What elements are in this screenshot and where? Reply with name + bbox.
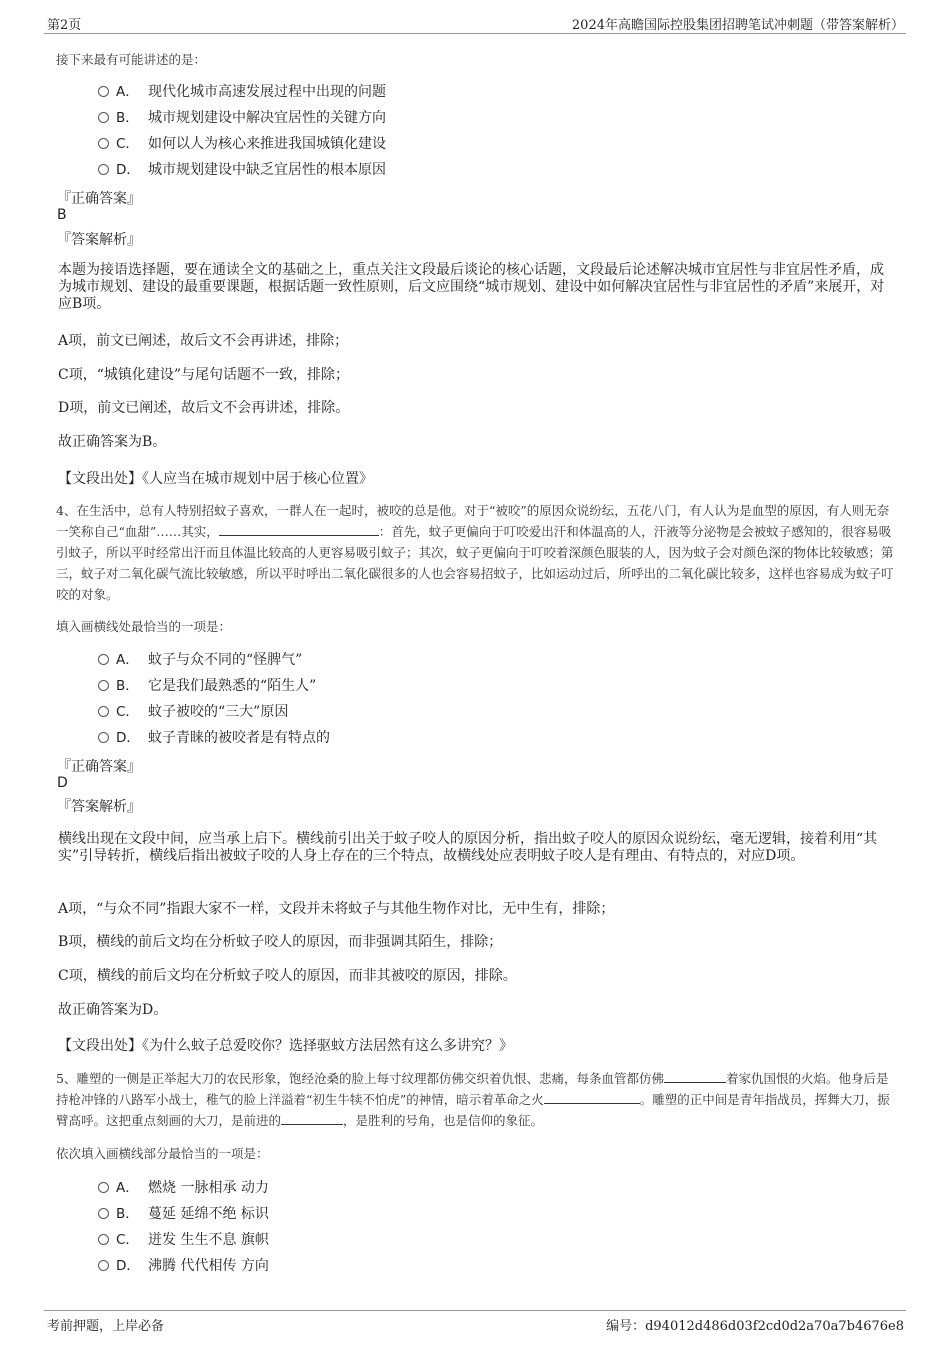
q4-source: 【文段出处】《为什么蚊子总爱咬你？选择驱蚊方法居然有这么多讲究？》 bbox=[58, 1038, 513, 1054]
q3-analysis-para: 故正确答案为B。 bbox=[58, 434, 167, 450]
q5-option-a[interactable] bbox=[98, 1178, 269, 1198]
q5-stem-part: ，是胜利的号角，也是信仰的象征。 bbox=[343, 1113, 544, 1128]
q5-stem bbox=[56, 1068, 894, 1131]
option-letter: C． bbox=[116, 1232, 139, 1248]
q3-prompt: 接下来最有可能讲述的是： bbox=[56, 52, 207, 67]
option-text: 蔓延 延绵不绝 标识 bbox=[148, 1206, 269, 1222]
option-text: 蚊子与众不同的“怪脾气” bbox=[148, 652, 303, 668]
option-letter: A． bbox=[116, 84, 139, 100]
radio-icon[interactable] bbox=[98, 706, 109, 717]
option-text: 蚊子被咬的“三大”原因 bbox=[148, 704, 289, 720]
q3-option-b[interactable] bbox=[98, 108, 386, 128]
page-number: 第2页 bbox=[47, 18, 82, 33]
q5-prompt: 依次填入画横线部分最恰当的一项是： bbox=[56, 1146, 269, 1161]
radio-icon[interactable] bbox=[98, 112, 109, 123]
q3-analysis-para: A项，前文已阐述，故后文不会再讲述，排除； bbox=[58, 333, 349, 349]
q5-stem-part: 。雕塑的正中间是青年指战员，挥舞大刀，振臂高呼。这把重点刻画的大刀，是前进的 bbox=[56, 1092, 890, 1128]
q3-analysis-para: D项，前文已阐述，故后文不会再讲述，排除。 bbox=[58, 400, 350, 416]
fill-blank[interactable] bbox=[219, 523, 379, 536]
q4-option-d[interactable] bbox=[98, 728, 330, 748]
q4-stem-part: 4、在生活中，总有人特别招蚊子喜欢，一群人在一起时，被咬的总是他。对于“被咬”的原因众说纷纭，五花八门，有人认为是血型的原因，有人则无奈一笑称自己“血甜”……其实， bbox=[56, 503, 890, 539]
q5-option-c[interactable] bbox=[98, 1230, 269, 1250]
radio-icon[interactable] bbox=[98, 1234, 109, 1245]
q5-option-b[interactable] bbox=[98, 1204, 269, 1224]
radio-icon[interactable] bbox=[98, 1260, 109, 1271]
q4-prompt: 填入画横线处最恰当的一项是： bbox=[56, 619, 232, 634]
option-text: 燃烧 一脉相承 动力 bbox=[148, 1180, 269, 1196]
radio-icon[interactable] bbox=[98, 654, 109, 665]
fill-blank[interactable] bbox=[544, 1091, 640, 1104]
option-text: 城市规划建设中解决宜居性的关键方向 bbox=[148, 110, 386, 126]
radio-icon[interactable] bbox=[98, 680, 109, 691]
document-code: 编号：d94012d486d03f2cd0d2a70a7b4676e8 bbox=[606, 1319, 904, 1334]
q5-stem-part: 5、雕塑的一侧是正举起大刀的农民形象，饱经沧桑的脸上每寸纹理都仿佛交织着仇恨、悲痛，每条血管都仿佛 bbox=[56, 1071, 664, 1086]
header-divider bbox=[44, 33, 906, 34]
q4-answer-label: 『正确答案』 bbox=[57, 759, 141, 775]
q3-analysis-label: 『答案解析』 bbox=[57, 232, 141, 248]
q5-option-d[interactable] bbox=[98, 1256, 269, 1276]
q4-analysis-para: 横线出现在文段中间，应当承上启下。横线前引出关于蚊子咬人的原因分析，指出蚊子咬人的原因众说纷纭，毫无逻辑，接着利用“其实”引导转折，横线后指出被蚊子咬的人身上存在的三个特点，故横线处应表明蚊子咬人是有理由、有特点的，对应D项。 bbox=[58, 831, 878, 864]
radio-icon[interactable] bbox=[98, 1182, 109, 1193]
q4-option-a[interactable] bbox=[98, 650, 302, 670]
q3-analysis-para: 本题为接语选择题，要在通读全文的基础之上，重点关注文段最后谈论的核心话题，文段最后论述解决城市宜居性与非宜居性矛盾，成为城市规划、建设的最重要课题，根据话题一致性原则，后文应围绕“城市规划、建设中如何解决宜居性与非宜居性的矛盾”来展开，对应B项。 bbox=[58, 262, 885, 312]
option-text: 蚊子青睐的被咬者是有特点的 bbox=[148, 730, 330, 746]
option-text: 沸腾 代代相传 方向 bbox=[148, 1258, 269, 1274]
q3-option-c[interactable] bbox=[98, 134, 386, 154]
option-text: 城市规划建设中缺乏宜居性的根本原因 bbox=[148, 162, 386, 178]
option-letter: D． bbox=[116, 730, 140, 746]
radio-icon[interactable] bbox=[98, 1208, 109, 1219]
q4-answer: D bbox=[57, 775, 68, 791]
radio-icon[interactable] bbox=[98, 86, 109, 97]
option-text: 现代化城市高速发展过程中出现的问题 bbox=[148, 84, 386, 100]
fill-blank[interactable] bbox=[281, 1112, 343, 1125]
q4-analysis-para: 故正确答案为D。 bbox=[58, 1002, 168, 1018]
option-text: 它是我们最熟悉的“陌生人” bbox=[148, 678, 317, 694]
q3-answer: B bbox=[57, 207, 67, 223]
q3-option-d[interactable] bbox=[98, 160, 386, 180]
option-text: 如何以人为核心来推进我国城镇化建设 bbox=[148, 136, 386, 152]
q4-analysis-label: 『答案解析』 bbox=[57, 799, 141, 815]
q3-answer-label: 『正确答案』 bbox=[57, 191, 141, 207]
q4-option-b[interactable] bbox=[98, 676, 316, 696]
option-letter: A． bbox=[116, 652, 139, 668]
q5-stem-part: 着家仇国恨的火焰。他身后是持枪冲锋的八路军小战士，稚气的脸上洋溢着“初生牛犊不怕虎”的神情，暗示着革命之火 bbox=[56, 1071, 889, 1107]
option-letter: B． bbox=[116, 678, 139, 694]
document-title: 2024年高瞻国际控股集团招聘笔试冲刺题（带答案解析） bbox=[571, 18, 904, 33]
radio-icon[interactable] bbox=[98, 164, 109, 175]
footer-divider bbox=[44, 1310, 906, 1311]
q3-analysis-para: C项，“城镇化建设”与尾句话题不一致，排除； bbox=[58, 367, 350, 383]
q4-analysis-para: C项，横线的前后文均在分析蚊子咬人的原因，而非其被咬的原因，排除。 bbox=[58, 968, 517, 984]
radio-icon[interactable] bbox=[98, 732, 109, 743]
option-letter: A． bbox=[116, 1180, 139, 1196]
option-text: 迸发 生生不息 旗帜 bbox=[148, 1232, 269, 1248]
q4-analysis-para: A项，“与众不同”指跟大家不一样，文段并未将蚊子与其他生物作对比，无中生有，排除； bbox=[58, 901, 615, 917]
option-letter: C． bbox=[116, 136, 139, 152]
footer-slogan: 考前押题，上岸必备 bbox=[47, 1319, 165, 1334]
q4-option-c[interactable] bbox=[98, 702, 288, 722]
radio-icon[interactable] bbox=[98, 138, 109, 149]
page-header bbox=[0, 0, 950, 34]
q3-option-a[interactable] bbox=[98, 82, 386, 102]
q3-source: 【文段出处】《人应当在城市规划中居于核心位置》 bbox=[58, 471, 373, 487]
option-letter: B． bbox=[116, 110, 139, 126]
option-letter: B． bbox=[116, 1206, 139, 1222]
q4-stem bbox=[56, 500, 894, 605]
q4-analysis-para: B项，横线的前后文均在分析蚊子咬人的原因，而非强调其陌生，排除； bbox=[58, 934, 503, 950]
option-letter: D． bbox=[116, 162, 140, 178]
option-letter: D． bbox=[116, 1258, 140, 1274]
q4-stem-part: ：首先，蚊子更偏向于叮咬爱出汗和体温高的人，汗液等分泌物是会被蚊子感知的，很容易吸引蚊子，所以平时经常出汗而且体温比较高的人更容易吸引蚊子；其次，蚊子更偏向于叮咬着深颜色服装的人，因为蚊子会对颜色深的物体比较敏感；第三，蚊子对二氧化碳气流比较敏感，所以平时呼出二氧化碳很多的人也会容易招蚊子，比如运动过后，所呼出的二氧化碳比较多，这样也容易成为蚊子叮咬的对象。 bbox=[56, 524, 894, 602]
fill-blank[interactable] bbox=[664, 1070, 726, 1083]
option-letter: C． bbox=[116, 704, 139, 720]
